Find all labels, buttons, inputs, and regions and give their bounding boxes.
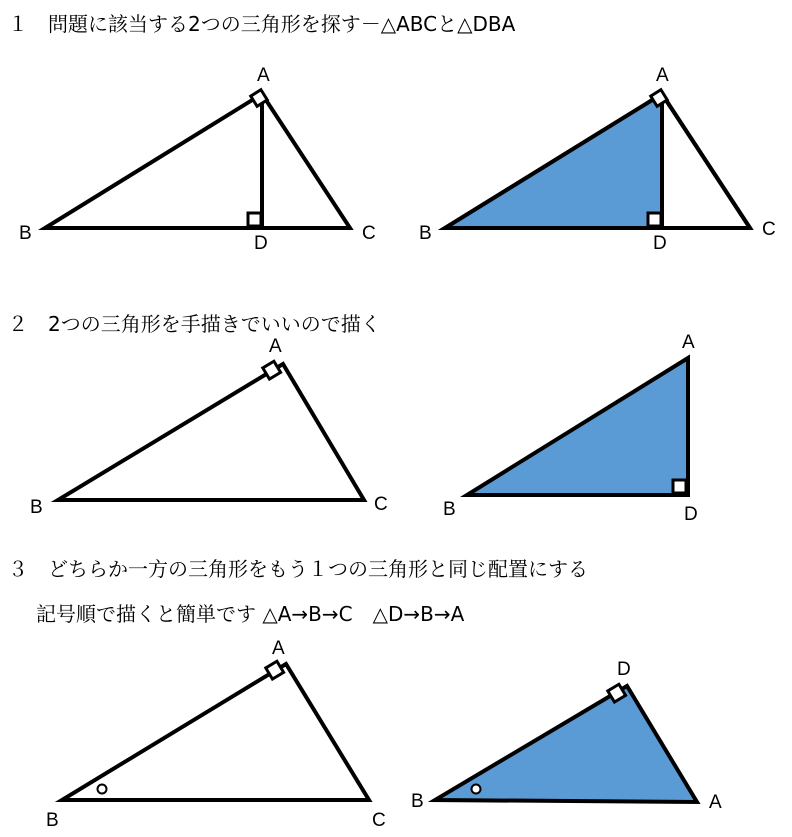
triangle-dba xyxy=(467,358,688,495)
angle-mark-b xyxy=(98,785,107,794)
diagram-2-left xyxy=(30,336,388,518)
label-d: D xyxy=(617,659,631,680)
label-a: A xyxy=(656,65,669,86)
heading-step-3-note: 記号順で描くと簡単です △A→B→C △D→B→A xyxy=(36,602,465,626)
label-d: D xyxy=(653,233,667,254)
label-b: B xyxy=(46,810,59,831)
label-a: A xyxy=(272,638,285,659)
label-a: A xyxy=(682,332,695,353)
right-angle-mark-d xyxy=(248,213,261,226)
right-angle-mark-d xyxy=(648,213,661,226)
label-c: C xyxy=(362,223,376,244)
right-angle-mark-d xyxy=(673,480,686,493)
diagram-1-right xyxy=(419,65,776,254)
triangle-abc xyxy=(58,364,364,500)
label-c: C xyxy=(372,810,386,831)
angle-mark-b xyxy=(472,785,481,794)
heading-step-2: ２ 2つの三角形を手描きでいいので描く xyxy=(8,312,381,336)
label-b: B xyxy=(419,223,432,244)
label-b: B xyxy=(19,223,32,244)
label-a: A xyxy=(257,65,270,86)
diagram-2-right xyxy=(443,332,698,525)
diagram-1-left xyxy=(19,65,376,254)
label-b: B xyxy=(443,499,456,520)
label-c: C xyxy=(762,219,776,240)
heading-step-1: １ 問題に該当する2つの三角形を探す－△ABCと△DBA xyxy=(8,12,516,36)
label-a: A xyxy=(269,336,282,357)
triangle-abc xyxy=(62,664,369,800)
label-d: D xyxy=(684,504,698,525)
triangle-abc xyxy=(45,94,350,228)
label-b: B xyxy=(411,791,424,812)
diagram-3-left xyxy=(46,638,386,831)
diagram-3-right xyxy=(411,659,722,813)
label-a: A xyxy=(709,792,722,813)
label-d: D xyxy=(254,233,268,254)
heading-step-3: ３ どちらか一方の三角形をもう１つの三角形と同じ配置にする xyxy=(8,557,588,581)
label-b: B xyxy=(30,497,43,518)
label-c: C xyxy=(374,494,388,515)
